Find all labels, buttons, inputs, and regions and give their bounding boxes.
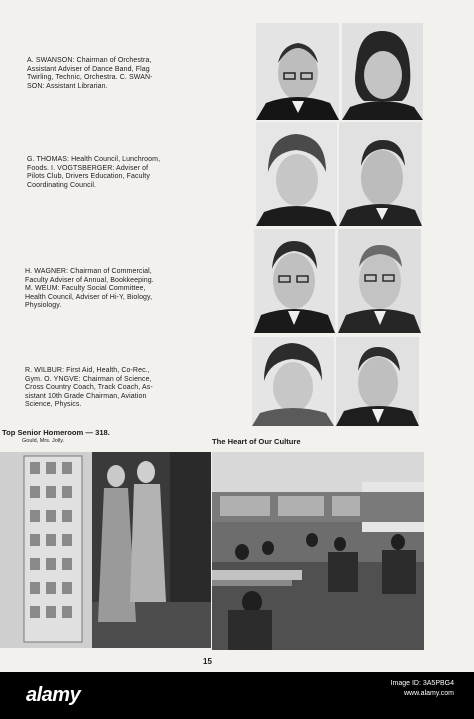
portrait-c-swanson — [342, 23, 423, 120]
caption-thomas-vogtsberger: G. THOMAS: Health Council, Lunchroom, Foods. I. VOGTSBERGER: Adviser of Pilots Club, Drivers Education, Faculty Coordinating Council. — [27, 156, 161, 189]
culture-title: The Heart of Our Culture — [212, 437, 301, 446]
top-homeroom-title: Top Senior Homeroom — 318. — [2, 428, 110, 437]
library-photo — [212, 452, 424, 650]
portrait-g-thomas — [256, 122, 337, 226]
image-id: Image ID: 3A5PBG4 www.alamy.com — [390, 680, 454, 697]
portrait-i-vogtsberger — [339, 122, 422, 226]
portrait-r-wilbur — [252, 337, 334, 426]
page-number: 15 — [203, 657, 212, 666]
portrait-a-swanson — [256, 23, 339, 120]
caption-swanson: A. SWANSON: Chairman of Orchestra, Assistant Adviser of Dance Band, Flag Twirling, Technic, Orchestra. C. SWAN- SON: Assistant Librarian. — [27, 57, 153, 90]
alamy-logo: alamy — [26, 684, 81, 706]
caption-wilbur-yngve: R. WILBUR: First Aid, Health, Co-Rec., Gym. O. YNGVE: Chairman of Science, Cross Country Coach, Track Coach, As- sistant 10th Grade Chairman, Aviation Science, Physics. — [25, 367, 153, 409]
top-homeroom-names: Gould, Mrs. Jolly. — [22, 438, 65, 444]
caption-wagner-weum: H. WAGNER: Chairman of Commercial, Faculty Adviser of Annual, Bookkeeping. M. WEUM: Faculty Social Committee, Health Council, Adviser of Hi-Y, Biology, Physiology. — [25, 268, 154, 310]
portrait-h-wagner — [254, 229, 335, 333]
portrait-o-yngve — [336, 337, 419, 426]
homeroom-photo — [0, 452, 211, 648]
portrait-m-weum — [338, 229, 421, 333]
